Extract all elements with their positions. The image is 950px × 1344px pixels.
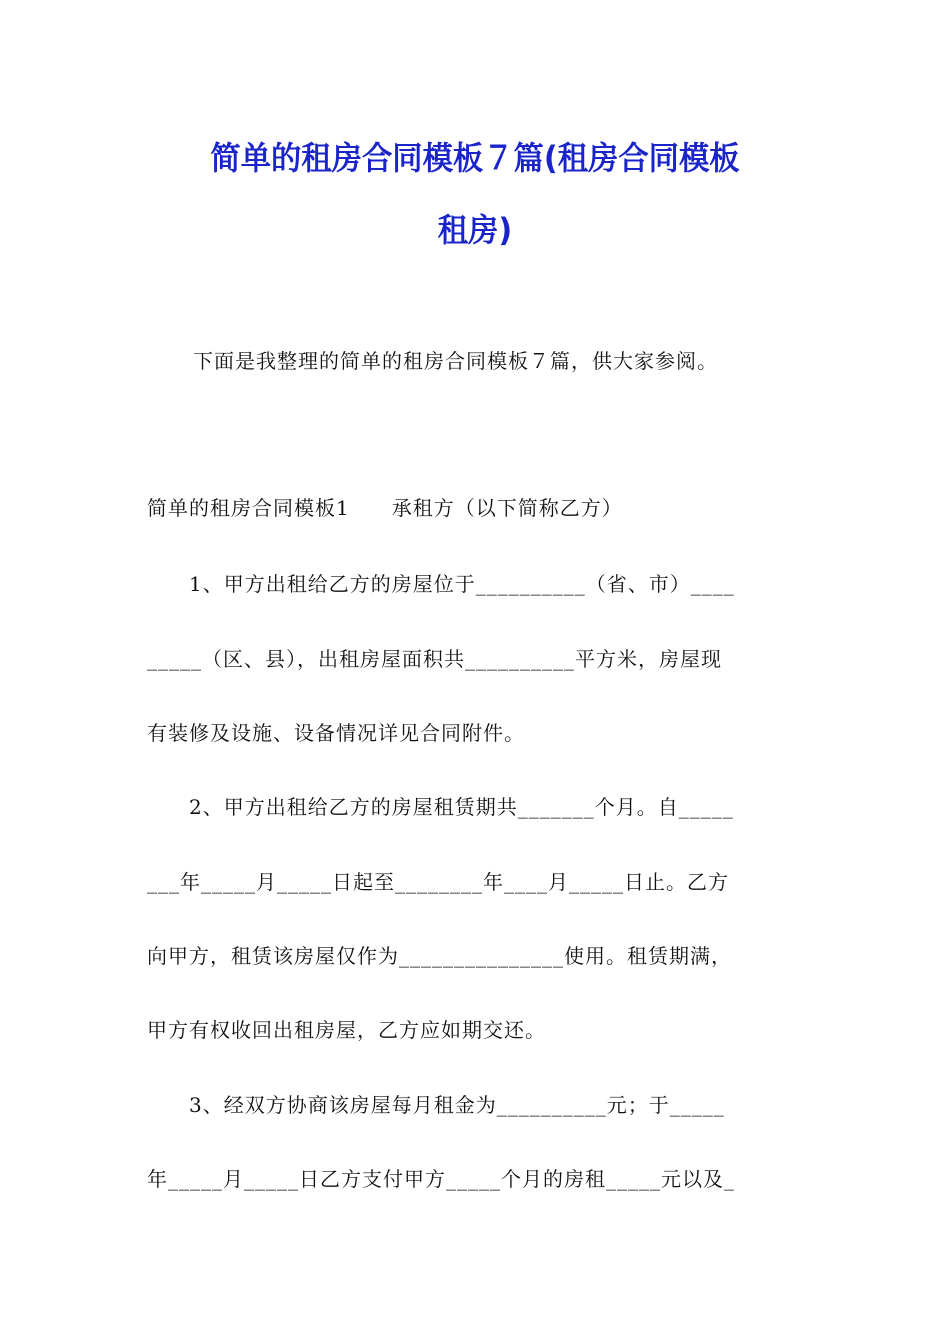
- contract-text-line: 甲方有权收回出租房屋，乙方应如期交还。: [147, 1018, 546, 1042]
- document-title-line-2: 租房): [437, 211, 513, 249]
- contract-text-line: 1、甲方出租给乙方的房屋位于__________（省、市）____: [147, 572, 735, 596]
- contract-text-line: 3、经双方协商该房屋每月租金为__________元；于_____: [147, 1093, 725, 1117]
- section-heading: 简单的租房合同模板1 承租方（以下简称乙方）: [147, 496, 623, 520]
- contract-text-line: ___年_____月_____日起至________年____月_____日止。乙方: [147, 870, 729, 894]
- contract-text-line: 年_____月_____日乙方支付甲方_____个月的房租_____元以及_: [147, 1167, 735, 1191]
- document-title-line-1: 简单的租房合同模板７篇(租房合同模板: [210, 139, 740, 177]
- intro-paragraph: 下面是我整理的简单的租房合同模板７篇，供大家参阅。: [193, 349, 718, 373]
- contract-text-line: 2、甲方出租给乙方的房屋租赁期共_______个月。自_____: [147, 795, 734, 819]
- contract-text-line: _____（区、县），出租房屋面积共__________平方米，房屋现: [147, 647, 722, 671]
- contract-text-line: 向甲方，租赁该房屋仅作为_______________使用。租赁期满，: [147, 944, 732, 968]
- contract-text-line: 有装修及设施、设备情况详见合同附件。: [147, 721, 525, 745]
